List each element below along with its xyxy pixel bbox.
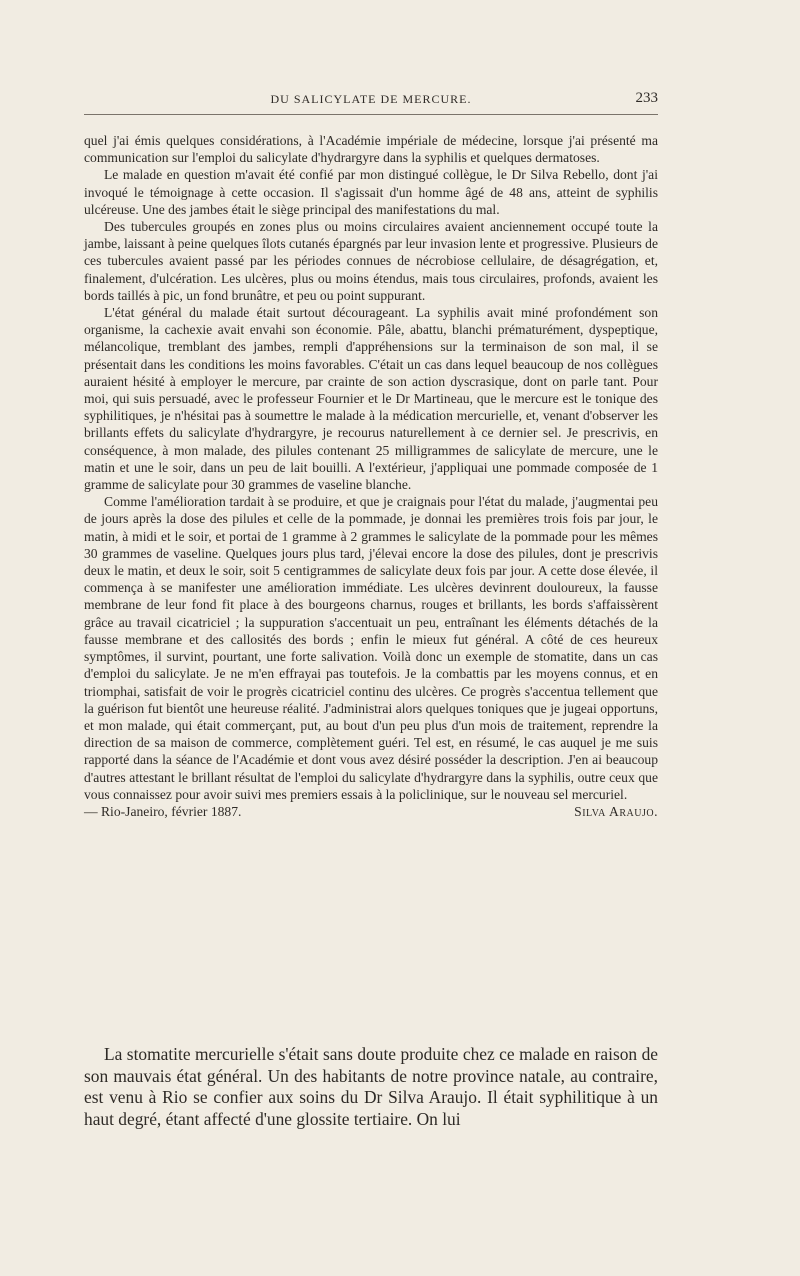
body-paragraph: La stomatite mercurielle s'était sans doute produite chez ce malade en raison de son mauvais état général. Un des habitants de notre province natale, au contraire, est venu à Rio se confier aux soins du Dr Silva Araujo. Il était syphilitique à un haut degré, étant affecté d'une glossite tertiaire. On lui bbox=[84, 1044, 658, 1129]
page-number: 233 bbox=[635, 90, 658, 106]
quote-paragraph: Le malade en question m'avait été confié par mon distingué collègue, le Dr Silva Rebello, dont j'ai invoqué le témoignage à cette occasion. Il s'agissait d'un homme âgé de 48 ans, atteint de syphilis ulcéreuse. Une des jambes était le siège principal des manifestations du mal. bbox=[84, 167, 658, 217]
place-date: — Rio-Janeiro, février 1887. bbox=[84, 803, 242, 819]
signature-line bbox=[84, 803, 658, 820]
quote-paragraph: Comme l'amélioration tardait à se produire, et que je craignais pour l'état du malade, j'augmentai peu de jours après la dose des pilules et celle de la pommade, je donnai les premières trois fois par jour, le matin, à midi et le soir, et portai de 1 gramme à 2 grammes le salicylate de la pommade pour les mêmes 30 grammes de vaseline. Quelques jours plus tard, j'élevai encore la dose des pilules, dont je prescrivis deux le matin, et deux le soir, soit 5 centigrammes de salicylate deux fois par jour. A cette dose élevée, il commença à se manifester une amélioration immédiate. Les ulcères devinrent douloureux, la fausse membrane de leur fond fit place à des bourgeons charnus, rouges et brillants, les bords s'affaissèrent grâce au travail cicatriciel ; la suppuration s'accentuait un peu, entraînant les éléments détachés de la fausse membrane et des callosités des bords ; enfin le mieux fut général. A côté de ces heureux symptômes, il survint, pourtant, une forte salivation. Voilà donc un exemple de stomatite, dans un cas d'emploi du salicylate. Je ne m'en effrayai pas toutefois. Je la combattis par les moyens connus, et en triomphai, satisfait de voir le progrès cicatriciel continu des ulcères. Ce progrès s'accentua tellement que la guérison fut bientôt une heureuse réalité. J'administrai alors quelques toniques que je jugeai opportuns, et mon malade, qui était commerçant, put, au bout d'un peu plus d'un mois de traitement, reprendre la direction de sa maison de commerce, complètement guéri. Tel est, en résumé, le cas auquel je me suis rapporté dans la séance de l'Académie et dont vous avez désiré posséder la description. J'en ai beaucoup d'autres attestant le brillant résultat de l'emploi du salicylate d'hydrargyre dans la syphilis, outre ceux que vous connaissez pour avoir suivi mes premiers essais à la policlinique, sur le nouveau sel mercuriel. bbox=[84, 494, 658, 802]
author-signature: Silva Araujo. bbox=[574, 803, 658, 819]
quoted-letter bbox=[84, 132, 658, 820]
quote-paragraph: quel j'ai émis quelques considérations, à l'Académie impériale de médecine, lorsque j'ai présenté ma communication sur l'emploi du salicylate d'hydrargyre dans la syphilis et quelques dermatoses. bbox=[84, 133, 658, 166]
main-text bbox=[84, 1044, 658, 1130]
quote-paragraph: Des tubercules groupés en zones plus ou moins circulaires avaient anciennement occupé toute la jambe, laissant à peine quelques îlots cutanés épargnés par leur invasion lente et progressive. Plusieurs de ces tubercules avaient passé par les périodes connues de nécrobiose cellulaire, de désagrégation, et, finalement, d'ulcération. Les ulcères, plus ou moins étendus, mais tous circulaires, profonds, avaient les bords taillés à pic, un fond brunâtre, et peu ou point suppurant. bbox=[84, 219, 658, 303]
quote-paragraph: L'état général du malade était surtout décourageant. La syphilis avait miné profondément son organisme, la cachexie avait envahi son économie. Pâle, abattu, blanchi prématurément, dyspeptique, mélancolique, tremblant des jambes, rempli d'appréhensions sur la terminaison de son mal, il se présentait dans les conditions les moins favorables. C'était un cas dans lequel beaucoup de nos collègues auraient hésité à employer le mercure, par crainte de son action dyscrasique, dont on parle tant. Pour moi, qui suis persuadé, avec le professeur Fournier et le Dr Martineau, que le mercure est le tonique des syphilitiques, je n'hésitai pas à soumettre le malade à la médication mercurielle, et, venant d'observer les brillants effets du salicylate d'hydrargyre, je recourus naturellement à ce dernier sel. Je prescrivis, en conséquence, à mon malade, des pilules contenant 25 milligrammes de salicylate de mercure, une le matin et une le soir, dans un peu de lait bouilli. A l'extérieur, j'appliquai une pommade composée de 1 gramme de salicylate pour 30 grammes de vaseline blanche. bbox=[84, 305, 658, 493]
running-title: DU SALICYLATE DE MERCURE. bbox=[270, 92, 472, 106]
running-head bbox=[84, 92, 658, 115]
